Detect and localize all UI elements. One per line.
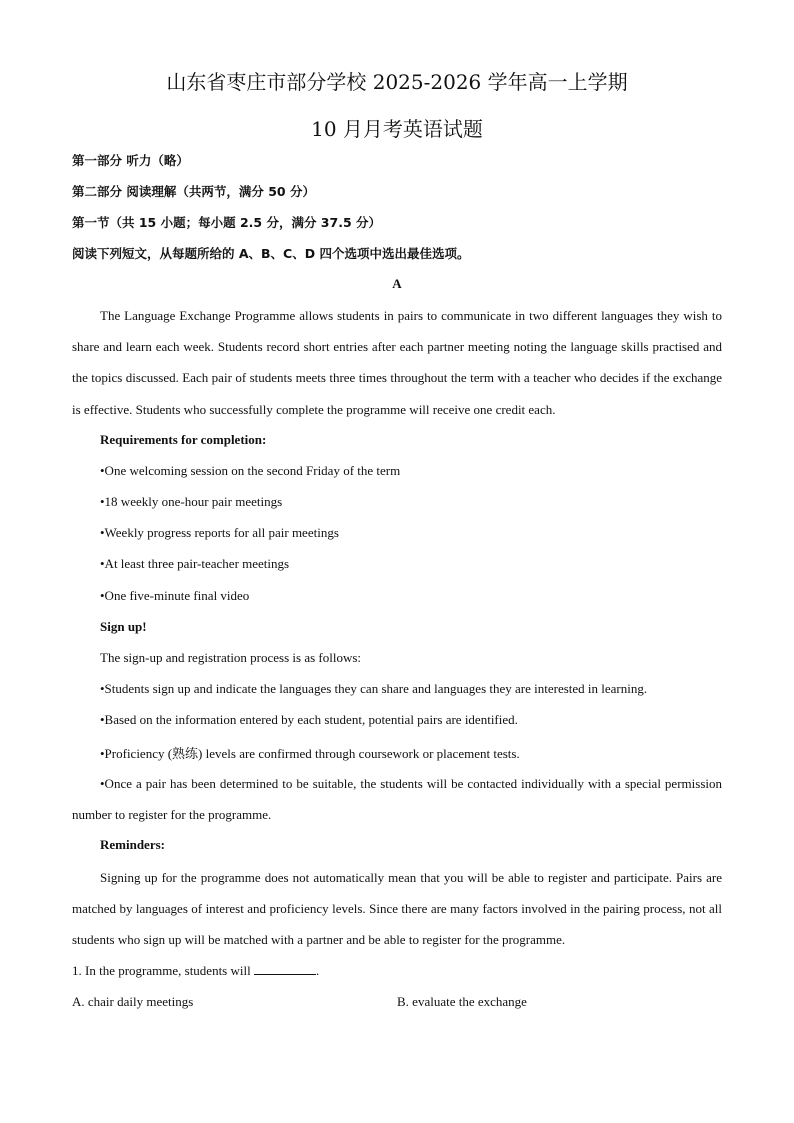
passage-intro: The Language Exchange Programme allows students in pairs to communicate in two different languages they wish to share and learn each week. Students record short entries after each partner meeting noting the language skills practised and the topics discussed. Each pair of students meets three times throughout the term with a teacher who decides if the exchange is effective. Students who successfully complete the programme will receive one credit each. xyxy=(72,308,722,417)
part1-heading: 第一部分 听力（略） xyxy=(72,153,189,168)
signup-step-last: •Once a pair has been determined to be suitable, the students will be contacted individually with a special permission number to register for the programme. xyxy=(72,776,722,823)
signup-step: •Based on the information entered by each student, potential pairs are identified. xyxy=(100,712,518,727)
requirement-item: •One welcoming session on the second Friday of the term xyxy=(100,463,401,478)
option-a: A. chair daily meetings xyxy=(72,994,194,1009)
part2-heading: 第二部分 阅读理解（共两节，满分 50 分） xyxy=(72,184,315,199)
option-b: B. evaluate the exchange xyxy=(397,994,527,1009)
instruction: 阅读下列短文，从每题所给的 A、B、C、D 四个选项中选出最佳选项。 xyxy=(72,246,470,261)
requirement-item: •Weekly progress reports for all pair meetings xyxy=(100,525,339,540)
signup-step: •Students sign up and indicate the languages they can share and languages they are interested in learning. xyxy=(100,681,648,696)
question-1 xyxy=(72,962,319,979)
requirement-item: •One five-minute final video xyxy=(100,588,250,603)
passage-label: A xyxy=(392,276,402,291)
signup-heading: Sign up! xyxy=(100,619,147,634)
requirement-item: •At least three pair-teacher meetings xyxy=(100,556,290,571)
signup-step: •Proficiency (熟练) levels are confirmed through coursework or placement tests. xyxy=(100,746,520,761)
requirement-item: •18 weekly one-hour pair meetings xyxy=(100,494,283,509)
reminders-text: Signing up for the programme does not automatically mean that you will be able to register and participate. Pairs are matched by languages of interest and proficiency levels. Since there are many factors involved in the pairing process, not all students who sign up will be matched with a partner and be able to register for the programme. xyxy=(72,870,722,948)
section1-heading: 第一节（共 15 小题；每小题 2.5 分，满分 37.5 分） xyxy=(72,215,381,230)
answer-blank xyxy=(254,962,316,975)
question-1-stem-end: . xyxy=(315,963,320,978)
question-1-stem: 1. In the programme, students will xyxy=(72,963,251,978)
reminders-heading: Reminders: xyxy=(100,837,165,852)
exam-title-line2: 10 月月考英语试题 xyxy=(311,117,483,141)
requirements-heading: Requirements for completion: xyxy=(100,432,267,447)
exam-title-line1: 山东省枣庄市部分学校 2025-2026 学年高一上学期 xyxy=(166,70,628,94)
signup-intro: The sign-up and registration process is as follows: xyxy=(100,650,362,665)
